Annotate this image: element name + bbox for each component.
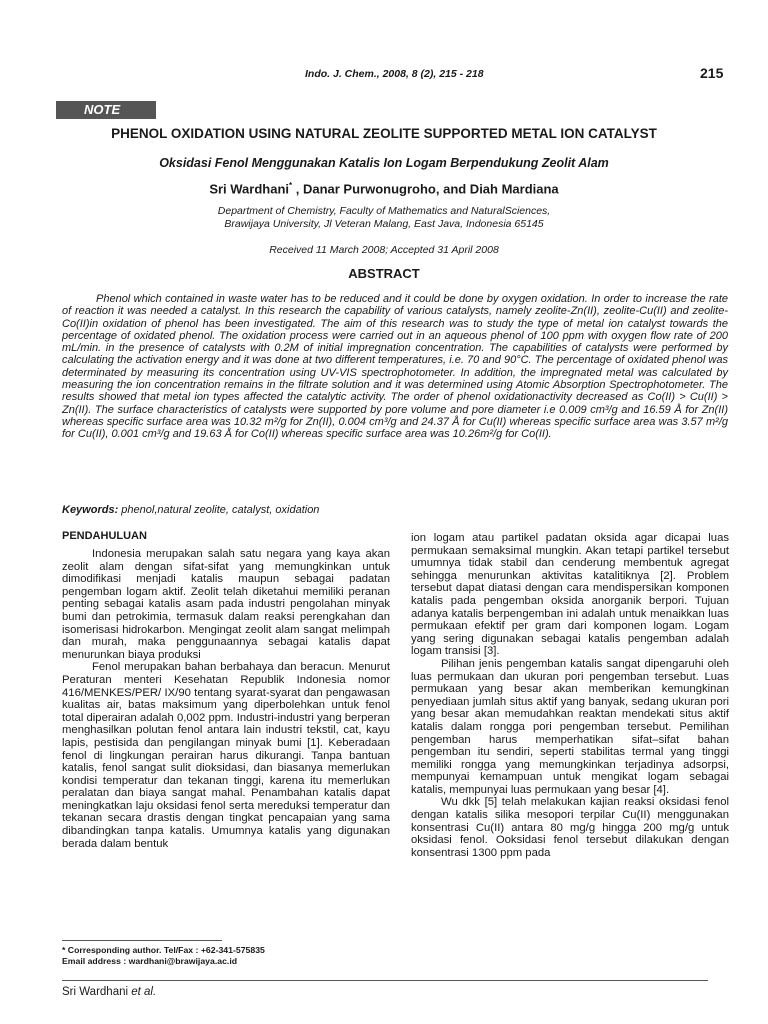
- paragraph: Indonesia merupakan salah satu negara yang kaya akan zeolit alam dengan sifat-sifat yang memungkinkan untuk dimodifikasi menjadi katalis maupun sebagai padatan pengemban logam aktif. Zeolit telah diketahui memiliki peranan penting sebagai katalis asam pada industri pengolahan minyak bumi dan petrokimia, termasuk dalam reaksi perengkahan dan isomerisasi hidrokarbon. Mengingat zeolit alam sangat melimpah dan murah, maka penggunaannya sebagai katalis dapat menurunkan biaya produksi: [62, 548, 390, 661]
- footnote: [62, 945, 265, 967]
- affiliation-line-2: Brawijaya University, Jl Veteran Malang, East Java, Indonesia 65145: [224, 218, 544, 230]
- footer-etal: et al.: [128, 986, 157, 998]
- keywords-text: phenol,natural zeolite, catalyst, oxidation: [118, 504, 320, 516]
- paragraph: Fenol merupakan bahan berbahaya dan beracun. Menurut Peraturan menteri Kesehatan Republik Indonesia nomor 416/MENKES/PER/ IX/90 tentang syarat-syarat dan pengawasan kualitas air, batas maksimum yang diperbolehkan untuk fenol total diperairan adalah 0,002 ppm. Industri-industri yang berperan menghasilkan polutan fenol antara lain industri tekstil, cat, kayu lapis, pestisida dan pengilangan minyak bumi [1]. Keberadaan fenol di lingkungan perairan harus dikurangi. Tanpa bantuan katalis, fenol sangat sulit dioksidasi, dan biasanya memerlukan kondisi temperatur dan tekanan tinggi, karena itu memerlukan peralatan dan biaya sangat mahal. Penambahan katalis dapat meningkatkan laju oksidasi fenol serta mereduksi temperatur dan tekanan secara drastis dengan tingkat pencapaian yang sama dibandingkan tanpa katalis. Umumnya katalis yang digunakan berada dalam bentuk: [62, 661, 390, 850]
- footnote-rule: [62, 940, 222, 941]
- journal-citation: Indo. J. Chem., 2008, 8 (2), 215 - 218: [305, 68, 484, 80]
- note-badge: NOTE: [56, 101, 156, 119]
- first-author: Sri Wardhani: [209, 181, 290, 197]
- keywords-label: Keywords:: [62, 504, 119, 516]
- footnote-email: Email address : wardhani@brawijaya.ac.id: [62, 956, 238, 966]
- page-footer: [62, 986, 156, 998]
- corresponding-mark: *: [289, 181, 293, 190]
- footnote-corresponding: * Corresponding author. Tel/Fax : +62-341-575835: [62, 945, 265, 955]
- paragraph: ion logam atau partikel padatan oksida agar dicapai luas permukaan semaksimal mungkin. Akan tetapi partikel tersebut umumnya tidak stabil dan cenderung membentuk agregat sehingga menurunkan aktivitas katalitiknya [2]. Problem tersebut dapat diatasi dengan cara mendispersikan komponen katalis pada pengemban oksida anorganik berpori. Tujuan adanya katalis berpengemban ini adalah untuk menaikkan luas permukaan efektif per gram dari komponen logam. Logam yang sering digunakan sebagai katalis pengemban adalah logam transisi [3].: [411, 532, 729, 658]
- author-list: [0, 181, 768, 196]
- page-number: 215: [700, 65, 724, 81]
- affiliation-line-1: Department of Chemistry, Faculty of Mathematics and NaturalSciences,: [217, 205, 551, 217]
- left-column: [62, 548, 390, 850]
- paragraph: Wu dkk [5] telah melakukan kajian reaksi oksidasi fenol dengan katalis silika mesopori terpilar Cu(II) menggunakan konsentrasi Cu(II) antara 80 mg/g hingga 200 mg/g untuk oksidasi fenol. Ooksidasi fenol tersebut dilakukan dengan konsentrasi 1300 ppm pada: [411, 796, 729, 859]
- affiliation: [0, 205, 768, 231]
- right-column: [411, 532, 729, 859]
- paper-title: PHENOL OXIDATION USING NATURAL ZEOLITE SUPPORTED METAL ION CATALYST: [111, 126, 657, 141]
- paper-subtitle: Oksidasi Fenol Menggunakan Katalis Ion Logam Berpendukung Zeolit Alam: [159, 156, 609, 170]
- received-dates: Received 11 March 2008; Accepted 31 April 2008: [269, 244, 499, 256]
- footer-author: Sri Wardhani: [62, 986, 129, 998]
- abstract-text: Phenol which contained in waste water has to be reduced and it could be done by oxygen oxidation. In order to increase the rate of reaction it was needed a catalyst. In this research the capability of various catalysts, namely zeolite-Zn(II), zeolite-Cu(II) and zeolite-Co(II)in oxidation of phenol has been investigated. The aim of this research was to study the type of metal ion catalyst towards the percentage of oxidated phenol. The oxidation process were carried out in an aqueous phenol of 100 ppm with oxygen flow rate of 200 mL/min. in the presence of catalysts with 0.2M of initial impregnation concentration. The capabilities of catalysts were performed by calculating the activation energy and it was done at two different temperatures, i.e. 70 and 90°C. The percentage of oxidated phenol was determinated by measuring its concentration using UV-VIS spectrophotometer. In addition, the impregnated metal was calculated by measuring the ion concentration remains in the filtrate solution and it was determined using Atomic Absorption Spectrophotometer. The results showed that metal ion types affected the catalytic activity. The order of phenol oxidationactivity decreased as Co(II) > Cu(II) > Zn(II). The surface characteristics of catalysts were supported by pore volume and pore diameter i.e 0.009 cm³/g and 16.59 Å for Zn(II) whereas specific surface area was 10.32 m²/g for Zn(II), 0.004 cm³/g and 24.37 Å for Cu(II) whereas specific surface area was 3.57 m²/g for Cu(II), 0.001 cm³/g and 19.63 Å for Co(II) whereas specific surface area was 10.26m²/g for Co(II).: [62, 293, 728, 441]
- keywords: [62, 504, 728, 516]
- other-authors: , Danar Purwonugroho, and Diah Mardiana: [292, 181, 559, 197]
- section-heading: PENDAHULUAN: [62, 530, 147, 542]
- paragraph: Pilihan jenis pengemban katalis sangat dipengaruhi oleh luas permukaan dan ukuran pori pengemban tersebut. Luas permukaan yang besar akan memberikan kemungkinan penyediaan jumlah situs aktif yang banyak, sedang ukuran pori yang besar akan memudahkan reaktan mendekati situs aktif katalis dalam rongga pori pengemban tersebut. Pemilihan pengemban harus memperhatikan sifat–sifat bahan pengemban itu sendiri, seperti stabilitas termal yang tinggi memiliki rongga yang memungkinkan terjadinya adsorpsi, mempunyai kemampuan untuk mengikat logam sebagai katalis, mempunyai luas permukaan yang besar [4].: [411, 657, 729, 796]
- abstract-heading: ABSTRACT: [348, 266, 420, 281]
- footer-rule: [62, 980, 708, 981]
